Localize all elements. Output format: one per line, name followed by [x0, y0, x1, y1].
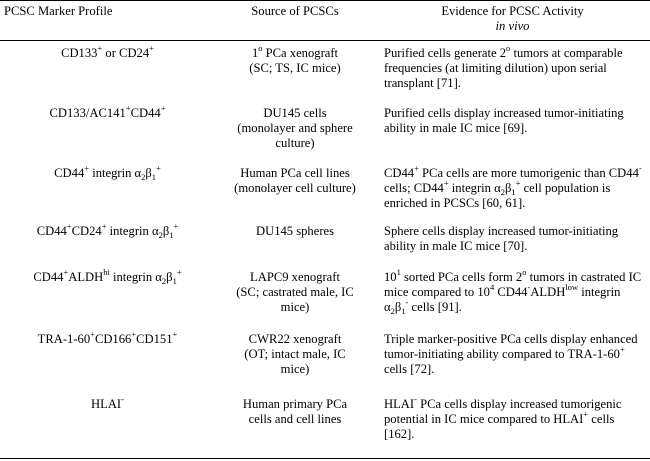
text-fragment: integrin α: [109, 269, 162, 284]
header-evidence: [375, 1, 650, 41]
text-fragment: β: [145, 165, 152, 180]
marker-cell: [0, 220, 215, 270]
text-fragment: 1: [251, 46, 259, 60]
superscript: hi: [103, 266, 110, 277]
text-fragment: CD133: [61, 46, 98, 60]
superscript: +: [125, 102, 131, 113]
marker-cell: [0, 266, 215, 332]
subscript: 1: [151, 171, 157, 182]
superscript: o: [522, 266, 527, 277]
cell-line: (SC; castrated male, IC: [236, 284, 354, 299]
table-row: [0, 166, 650, 224]
header-source: Source of PCSCs: [251, 4, 339, 18]
superscript: -: [121, 393, 124, 404]
cell-line: (OT; intact male, IC: [244, 346, 346, 361]
cell-line: Human primary PCa: [242, 396, 348, 411]
superscript: +: [101, 220, 107, 231]
text-fragment: PCa cells display increased tumorigenic potential in IC mice compared to HLAI: [384, 396, 622, 426]
marker-cell: [0, 102, 215, 166]
cell-line: cells and cell lines: [248, 411, 342, 426]
marker-cell: [0, 328, 215, 397]
marker-cell: [0, 393, 215, 459]
superscript: +: [172, 328, 178, 339]
text-fragment: PCa cells are more tumorigenic than CD44: [418, 165, 639, 180]
text-fragment: β: [394, 299, 402, 314]
subscript: 1: [401, 305, 406, 316]
superscript: +: [160, 102, 166, 113]
superscript: +: [156, 162, 161, 173]
table-body: [0, 41, 650, 459]
superscript: +: [97, 43, 103, 53]
superscript: 1: [396, 266, 401, 277]
evidence-cell: Purified cells display increased tumor-initiating ability in male IC mice [69].: [384, 105, 624, 135]
source-cell: [215, 41, 375, 106]
text-fragment: integrin α: [448, 180, 501, 195]
subscript: 2: [390, 305, 395, 316]
text-fragment: β: [166, 269, 173, 284]
cell-line: (monolayer cell culture): [234, 180, 356, 195]
table-row: [0, 224, 650, 270]
text-fragment: cells [72].: [384, 361, 435, 376]
superscript: +: [583, 408, 589, 419]
source-cell: [215, 332, 375, 397]
subscript: 2: [161, 275, 167, 286]
table-row: [0, 270, 650, 332]
cell-line: DU145 cells: [263, 105, 327, 120]
subscript: 2: [141, 171, 146, 182]
cell-line: culture): [275, 135, 315, 150]
evidence-cell: [375, 41, 650, 106]
text-fragment: ALDH: [68, 269, 104, 284]
superscript: -: [527, 281, 531, 292]
text-fragment: tumors at comparable frequencies (at limiting dilution) upon serial transplant [71].: [384, 46, 623, 90]
text-fragment: integrin α: [384, 284, 621, 314]
text-fragment: CD133/AC141: [49, 105, 126, 120]
text-fragment: CD44: [33, 269, 64, 284]
text-fragment: cells [162].: [384, 411, 615, 441]
text-fragment: HLAI: [91, 396, 122, 411]
subscript: 2: [158, 229, 163, 240]
cell-line: mice): [280, 299, 310, 314]
header-marker-profile: PCSC Marker Profile: [4, 4, 113, 18]
text-fragment: CD44: [130, 105, 161, 120]
superscript: +: [66, 220, 72, 231]
text-fragment: CD44: [36, 223, 67, 238]
text-fragment: sorted PCa cells form 2: [400, 269, 523, 284]
text-fragment: Triple marker-positive PCa cells display enhanced tumor-initiating ability compared to TRA-1-60: [384, 331, 638, 361]
superscript: +: [515, 177, 521, 188]
text-fragment: cell population is enriched in PCSCs [60, 61].: [384, 180, 611, 210]
superscript: -: [414, 393, 417, 404]
superscript: +: [131, 328, 137, 339]
subscript: 1: [172, 275, 177, 286]
header-evidence-line1: Evidence for PCSC Activity: [441, 4, 584, 18]
text-fragment: β: [504, 180, 512, 195]
cell-line: Human PCa cell lines: [240, 165, 350, 180]
text-fragment: CD151: [136, 331, 173, 346]
text-fragment: Purified cells generate 2: [384, 46, 507, 60]
cell-line: (SC; TS, IC mice): [249, 61, 341, 75]
text-fragment: β: [162, 223, 170, 238]
evidence-cell: [375, 162, 650, 224]
subscript: 1: [511, 186, 516, 197]
superscript: o: [506, 43, 511, 53]
source-cell: [215, 106, 375, 166]
superscript: +: [176, 266, 182, 277]
source-cell: [215, 397, 375, 459]
table-row: [0, 397, 650, 459]
evidence-cell: [375, 266, 650, 332]
text-fragment: integrin α: [89, 165, 142, 180]
text-fragment: CD44: [384, 165, 415, 180]
text-fragment: PCa xenograft: [262, 46, 339, 60]
superscript: +: [63, 266, 69, 277]
text-fragment: ALDH: [530, 284, 566, 299]
text-fragment: tumors in castrated IC mice compared to 10: [384, 269, 642, 299]
table-row: [0, 106, 650, 166]
superscript: -: [638, 162, 642, 173]
superscript: +: [149, 43, 154, 53]
cell-line: (monolayer and sphere: [237, 120, 353, 135]
text-fragment: CD44: [494, 284, 528, 299]
text-fragment: or CD24: [102, 46, 150, 60]
cell-line: DU145 spheres: [256, 223, 334, 238]
superscript: o: [258, 43, 263, 53]
superscript: +: [443, 177, 449, 188]
subscript: 1: [169, 229, 174, 240]
text-fragment: CD24: [71, 223, 102, 238]
text-fragment: CD166: [94, 331, 132, 346]
text-fragment: 10: [384, 269, 397, 284]
text-fragment: TRA-1-60: [37, 331, 91, 346]
superscript: +: [414, 162, 419, 173]
source-cell: [215, 270, 375, 332]
superscript: 4: [489, 281, 495, 292]
superscript: +: [90, 328, 95, 339]
evidence-cell: Sphere cells display increased tumor-initiating ability in male IC mice [70].: [384, 223, 619, 253]
superscript: -: [405, 296, 409, 307]
marker-cell: [0, 41, 215, 106]
cell-line: CWR22 xenograft: [248, 331, 342, 346]
source-cell: [215, 166, 375, 224]
table-header: [0, 1, 650, 41]
text-fragment: cells; CD44: [384, 180, 444, 195]
superscript: +: [84, 162, 90, 173]
superscript: +: [619, 343, 625, 354]
marker-cell: [0, 162, 215, 224]
cell-line: mice): [280, 361, 310, 376]
table-row: [0, 41, 650, 106]
cell-line: [215, 43, 375, 61]
subscript: 2: [500, 186, 505, 197]
header-evidence-line2: in vivo: [495, 19, 530, 33]
source-cell: [215, 224, 375, 270]
cell-line: LAPC9 xenograft: [250, 269, 340, 284]
evidence-cell: [375, 332, 650, 397]
superscript: low: [565, 281, 579, 292]
superscript: +: [173, 220, 179, 231]
text-fragment: integrin α: [106, 223, 159, 238]
evidence-cell: [375, 393, 650, 459]
text-fragment: HLAI: [384, 396, 415, 411]
table-row: [0, 332, 650, 397]
text-fragment: cells [91].: [408, 299, 462, 314]
text-fragment: CD44: [54, 165, 85, 180]
